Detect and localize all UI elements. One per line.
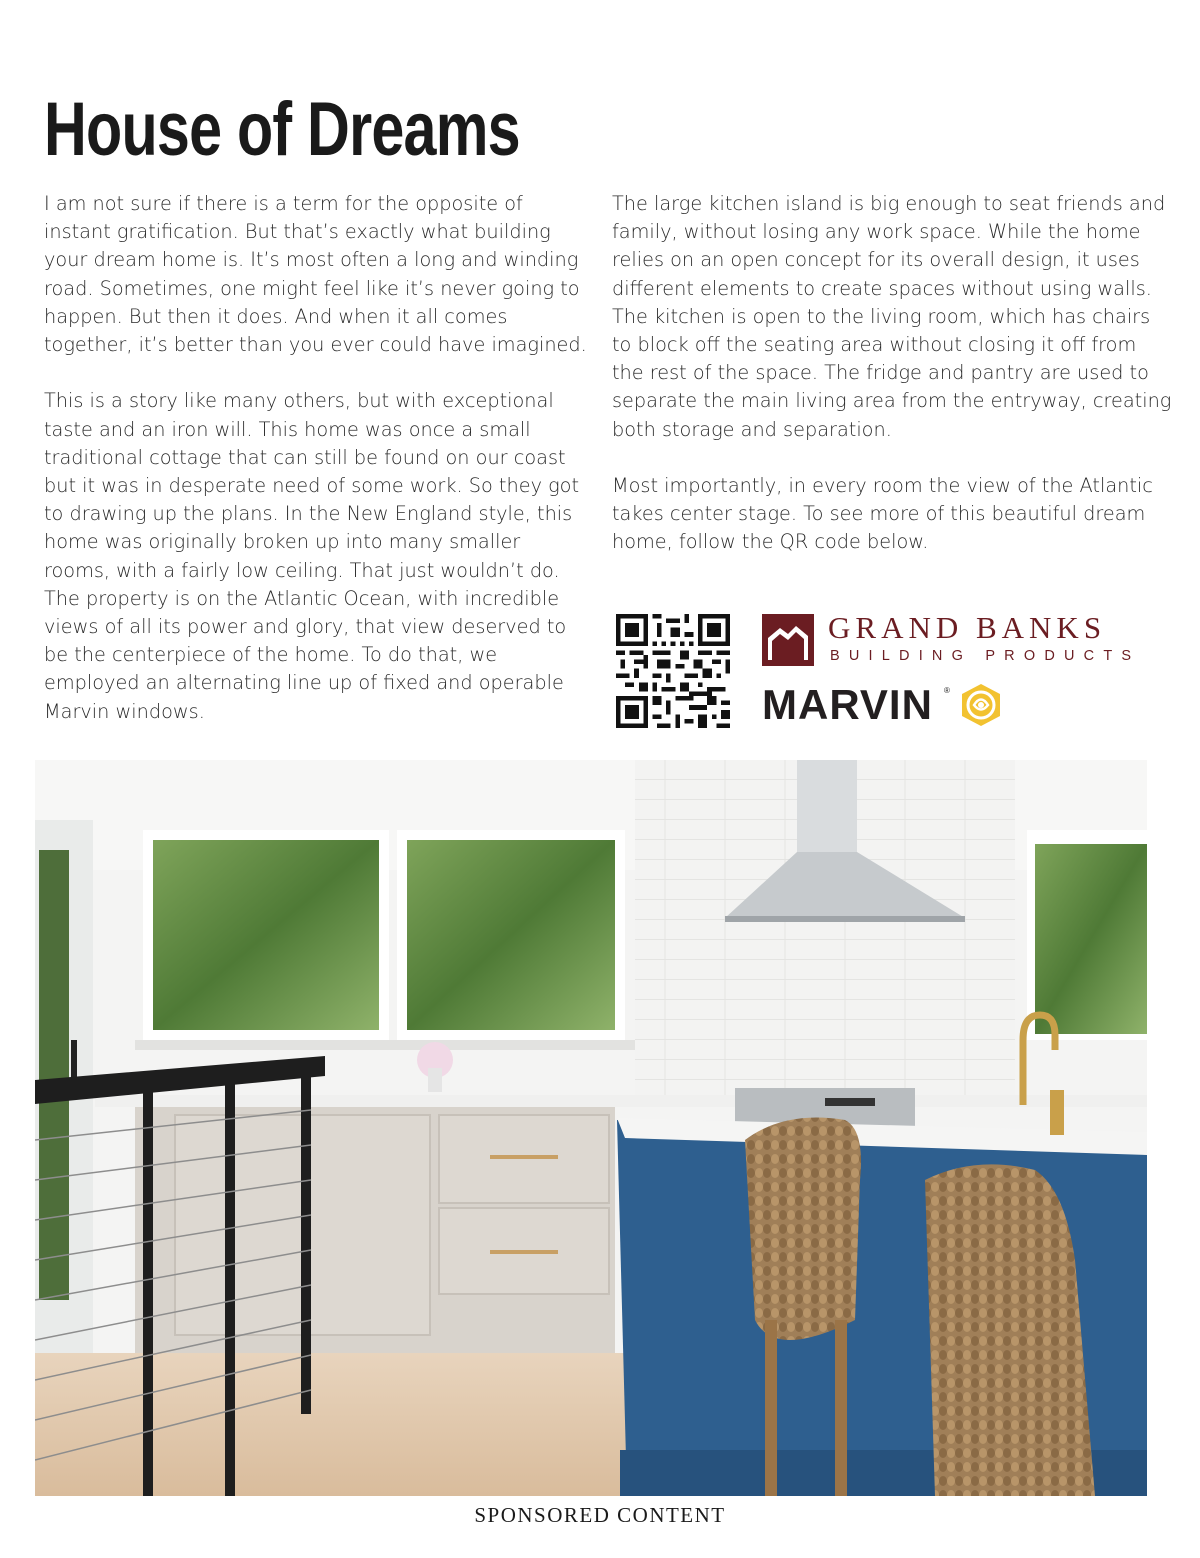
kitchen-photo [35, 760, 1147, 1496]
marvin-rose-icon [958, 682, 1004, 728]
marvin-name: MARVIN [762, 681, 933, 728]
house-roof-icon [762, 614, 814, 666]
qr-code-icon[interactable] [616, 614, 730, 728]
marvin-logo [762, 681, 1022, 732]
article-paragraph: I am not sure if there is a term for the opposite of instant gratification. But that’s exactly what building your dream home is. It’s most often a long and winding road. Sometimes, one might feel like it’s never going to happen. But then it does. And when it all comes together, it’s better than you ever could have imagined. [44, 192, 587, 357]
grand-banks-subtitle: BUILDING PRODUCTS [830, 648, 1141, 664]
article-column-right [612, 190, 1172, 585]
article-column-left [44, 190, 592, 754]
article-paragraph: The large kitchen island is big enough to seat friends and family, without losing any work space. While the home relies on an open concept for its overall design, it uses different elements to create spaces without using walls. The kitchen is open to the living room, which has chairs to block off the seating area without closing it off from the rest of the space. The fridge and pantry are used to separate the main living area from the entryway, creating both storage and separation. [612, 192, 1172, 441]
sponsored-content-label: SPONSORED CONTENT [474, 1503, 726, 1527]
page-title: House of Dreams [44, 87, 520, 172]
sponsor-block [612, 612, 1152, 732]
grand-banks-name: GRAND BANKS [828, 610, 1107, 645]
grand-banks-logo [762, 610, 1142, 672]
article-paragraph: Most importantly, in every room the view of the Atlantic takes center stage. To see more of this beautiful dream home, follow the QR code below. [612, 474, 1153, 554]
registered-mark: ® [944, 686, 950, 695]
article-paragraph: This is a story like many others, but with exceptional taste and an iron will. This home was once a small traditional cottage that can still be found on our coast but it was in desperate need of some work. So they got to drawing up the plans. In the New England style, this home was originally broken up into many smaller rooms, with a fairly low ceiling. That just wouldn’t do. The property is on the Atlantic Ocean, with incredible views of all its power and glory, that view deserved to be the centerpiece of the home. To do that, we employed an alternating line up of fixed and operable Marvin windows. [44, 389, 580, 723]
